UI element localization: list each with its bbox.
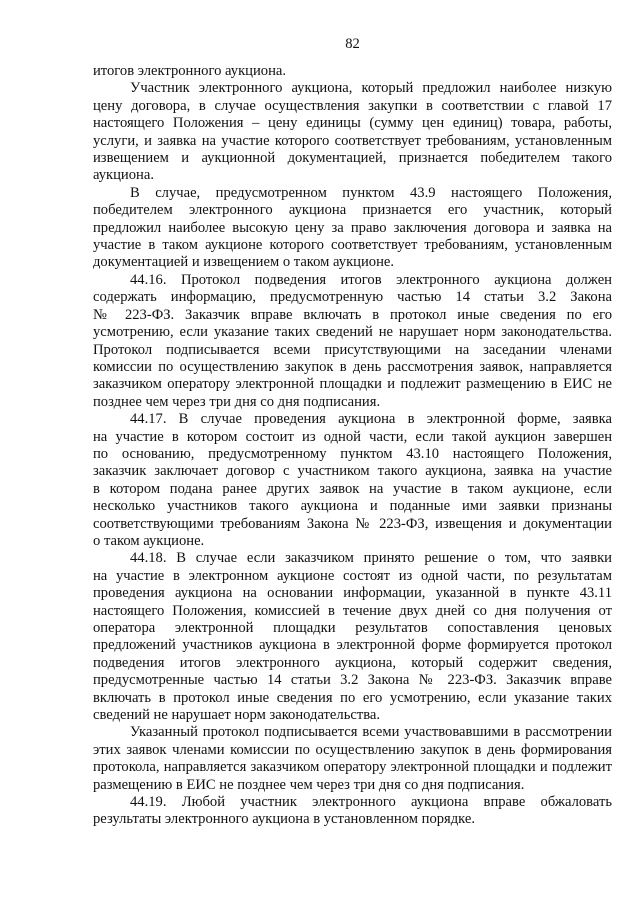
text-line: 44.16. Протокол подведения итогов электронного аукциона должен xyxy=(130,271,612,288)
paragraph-protocol-signing xyxy=(93,724,612,794)
text-line: 44.17. В случае проведения аукциона в электронной форме, заявка xyxy=(130,411,612,428)
text-line: размещению в ЕИС не позднее чем через три дня со дня подписания. xyxy=(93,776,525,793)
text-line: сведений не нарушает норм законодательства. xyxy=(93,707,381,724)
text-line: соответствующими требованиям Закона № 223-ФЗ, извещения и документации xyxy=(93,515,612,532)
text-line: в котором подана ранее других заявок на участие в таком аукционе, если xyxy=(93,480,612,497)
text-line: Участник электронного аукциона, который предложил наиболее низкую xyxy=(130,80,612,97)
text-line: цену договора, в случае осуществления закупки в соответствии с главой 17 xyxy=(93,97,612,114)
clause-44-16 xyxy=(93,272,612,411)
text-line: итогов электронного аукциона. xyxy=(93,63,287,79)
text-line: № 223-ФЗ. Заказчик вправе включать в протокол иные сведения по его xyxy=(93,306,612,323)
text-line: Указанный протокол подписывается всеми участвовавшими в рассмотрении xyxy=(130,724,612,741)
paragraph-winner-highest-price xyxy=(93,185,612,272)
text-line: усмотрению, если указание таких сведений не нарушает норм законодательства. xyxy=(93,324,612,341)
text-line: проведения аукциона на основании информации, указанной в пункте 43.11 xyxy=(93,585,612,602)
text-line: оператора электронной площадки результатов сопоставления ценовых xyxy=(93,620,612,636)
text-line: 44.18. В случае если заказчиком принято решение о том, что заявки xyxy=(130,550,612,567)
text-line: аукциона. xyxy=(93,167,154,184)
text-line: настоящего Положения – цену единицы (сумму цен единиц) товара, работы, xyxy=(93,115,612,132)
page-body xyxy=(93,63,612,829)
text-line: извещением и аукционной документацией, признается победителем такого xyxy=(93,150,612,167)
text-line: несколько участников такого аукциона и поданные ими заявки признаны xyxy=(93,498,612,515)
text-line: включать в протокол иные сведения по его усмотрению, если указание таких xyxy=(93,689,612,706)
clause-44-17 xyxy=(93,411,612,550)
text-line: участие в таком аукционе которого соответствует требованиям, установленным xyxy=(93,237,612,254)
text-line: этих заявок членами комиссии по осуществлению закупок в день формирования xyxy=(93,741,612,758)
text-line: победителем электронного аукциона признается его участник, который xyxy=(93,202,612,219)
text-line: 44.19. Любой участник электронного аукциона вправе обжаловать xyxy=(130,794,612,811)
page-number: 82 xyxy=(345,36,360,52)
text-line: документацией и извещением о таком аукционе. xyxy=(93,254,395,271)
text-line: позднее чем через три дня со дня подписания. xyxy=(93,393,381,410)
text-line: настоящего Положения, комиссией в течение двух дней со дня получения от xyxy=(93,602,612,619)
text-line: содержать информацию, предусмотренную частью 14 статьи 3.2 Закона xyxy=(93,289,612,306)
text-line: предложений участников аукциона в электронной форме формируется протокол xyxy=(93,637,612,654)
text-line: на участие в котором состоит из одной части, если такой аукцион завершен xyxy=(93,428,612,445)
text-line: о таком аукционе. xyxy=(93,532,205,549)
text-line: по основанию, предусмотренному пунктом 43.10 настоящего Положения, xyxy=(93,445,612,462)
text-line: предусмотренные частью 14 статьи 3.2 Закона № 223-ФЗ. Заказчик вправе xyxy=(93,672,612,689)
text-line: предложил наиболее высокую цену за право заключения договора и заявка на xyxy=(93,219,612,236)
text-line: В случае, предусмотренном пунктом 43.9 настоящего Положения, xyxy=(130,184,612,201)
text-line: комиссии по осуществлению закупок в день рассмотрения заявок, направляется xyxy=(93,358,612,375)
text-line: Протокол подписывается всеми присутствующими на заседании членами xyxy=(93,341,612,358)
clause-44-18 xyxy=(93,550,612,724)
paragraph-winner-lowest-price xyxy=(93,80,612,184)
text-line: заказчик заключает договор с участником такого аукциона, заявка на участие xyxy=(93,463,612,480)
text-line: услуги, и заявка на участие которого соответствует требованиям, установленным xyxy=(93,132,612,149)
text-line: на участие в электронном аукционе состоят из одной части, по результатам xyxy=(93,567,612,584)
clause-44-19 xyxy=(93,794,612,829)
text-line: результаты электронного аукциона в установленном порядке. xyxy=(93,811,476,828)
text-line: заказчиком оператору электронной площадки и подлежит размещению в ЕИС не xyxy=(93,376,612,393)
text-line: протокола, направляется заказчиком оператору электронной площадки и подлежит xyxy=(93,759,612,776)
text-line: подведения итогов электронного аукциона, который содержит сведения, xyxy=(93,654,612,671)
paragraph-continuation xyxy=(93,63,612,80)
